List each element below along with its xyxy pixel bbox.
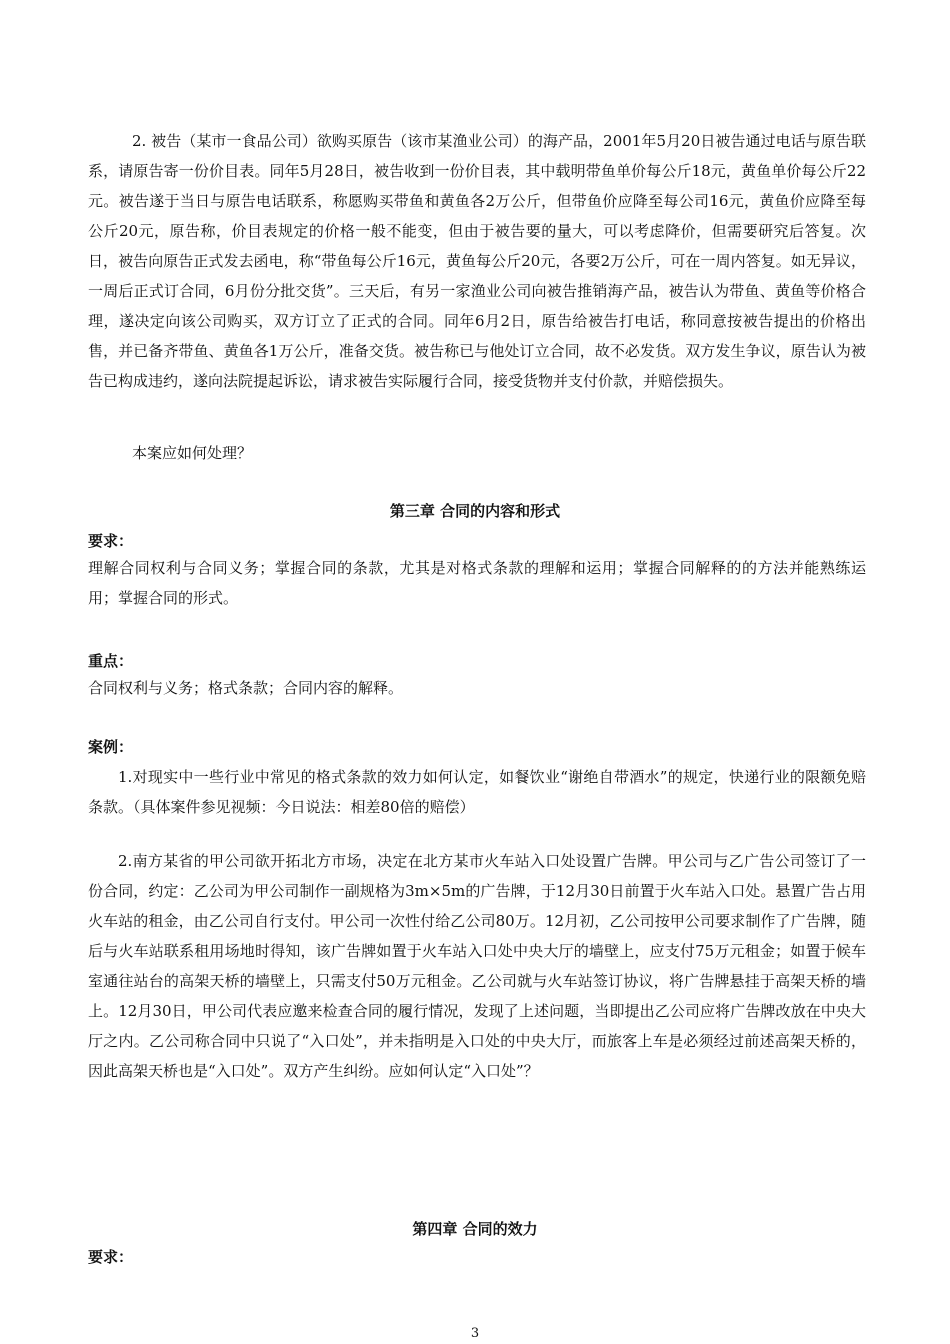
chapter3-requirements-text: 理解合同权利与合同义务；掌握合同的条款，尤其是对格式条款的理解和运用；掌握合同解释的的方法并能熟练运用；掌握合同的形式。 [88, 559, 866, 607]
page-number: 3 [470, 1326, 480, 1341]
case2-paragraph: 2. 被告（某市一食品公司）欲购买原告（该市某渔业公司）的海产品，2001年5月20日被告通过电话与原告联系，请原告寄一份价目表。同年5月28日，被告收到一份价目表，其中载明带鱼单价每公斤18元，黄鱼单价每公斤22元。被告遂于当日与原告电话联系，称愿购买带鱼和黄鱼各2万公斤，但带鱼价应降至每公司16元，黄鱼价应降至每公斤20元，原告称，价目表规定的价格一般不能变，但由于被告要的量大，可以考虑降价，但需要研究后答复。次日，被告向原告正式发去函电，称“带鱼每公斤16元，黄鱼每公斤20元，各要2万公斤，可在一周内答复。如无异议，一周后正式订合同，6月份分批交货”。三天后，有另一家渔业公司向被告推销海产品，被告认为带鱼、黄鱼等价格合理，遂决定向该公司购买，双方订立了正式的合同。同年6月2日，原告给被告打电话，称同意按被告提出的价格出售，并已备齐带鱼、黄鱼各1万公斤，准备交货。被告称已与他处订立合同，故不必发货。双方发生争议，原告认为被告已构成违约，遂向法院提起诉讼，请求被告实际履行合同，接受货物并支付价款，并赔偿损失。 [88, 132, 866, 390]
chapter3-cases-label: 案例： [88, 738, 134, 756]
chapter3-case1: 1.对现实中一些行业中常见的格式条款的效力如何认定，如餐饮业“谢绝自带酒水”的规定，快递行业的限额免赔条款。（具体案件参见视频：今日说法：相差80倍的赔偿） [88, 768, 866, 816]
chapter4-title: 第四章 合同的效力 [412, 1220, 538, 1238]
chapter3-title: 第三章 合同的内容和形式 [389, 502, 561, 520]
chapter3-case2: 2.南方某省的甲公司欲开拓北方市场，决定在北方某市火车站入口处设置广告牌。甲公司与乙广告公司签订了一份合同，约定：乙公司为甲公司制作一副规格为3m×5m的广告牌，于12月30日前置于火车站入口处。悬置广告占用火车站的租金，由乙公司自行支付。甲公司一次性付给乙公司80万。12月初，乙公司按甲公司要求制作了广告牌，随后与火车站联系租用场地时得知，该广告牌如置于火车站入口处中央大厅的墙壁上，应支付75万元租金；如置于候车室通往站台的高架天桥的墙壁上，只需支付50万元租金。乙公司就与火车站签订协议，将广告牌悬挂于高架天桥的墙上。12月30日，甲公司代表应邀来检查合同的履行情况，发现了上述问题，当即提出乙公司应将广告牌改放在中央大厅之内。乙公司称合同中只说了“入口处”，并未指明是入口处的中央大厅，而旅客上车是必须经过前述高架天桥的，因此高架天桥也是“入口处”。双方产生纠纷。应如何认定“入口处”？ [88, 852, 866, 1080]
case2-question: 本案应如何处理？ [132, 444, 253, 462]
chapter3-key-points-text: 合同权利与义务；格式条款；合同内容的解释。 [88, 679, 404, 697]
chapter3-requirements-label: 要求： [88, 532, 134, 550]
chapter4-requirements-label: 要求： [88, 1248, 134, 1266]
chapter3-key-points-label: 重点： [88, 652, 134, 670]
